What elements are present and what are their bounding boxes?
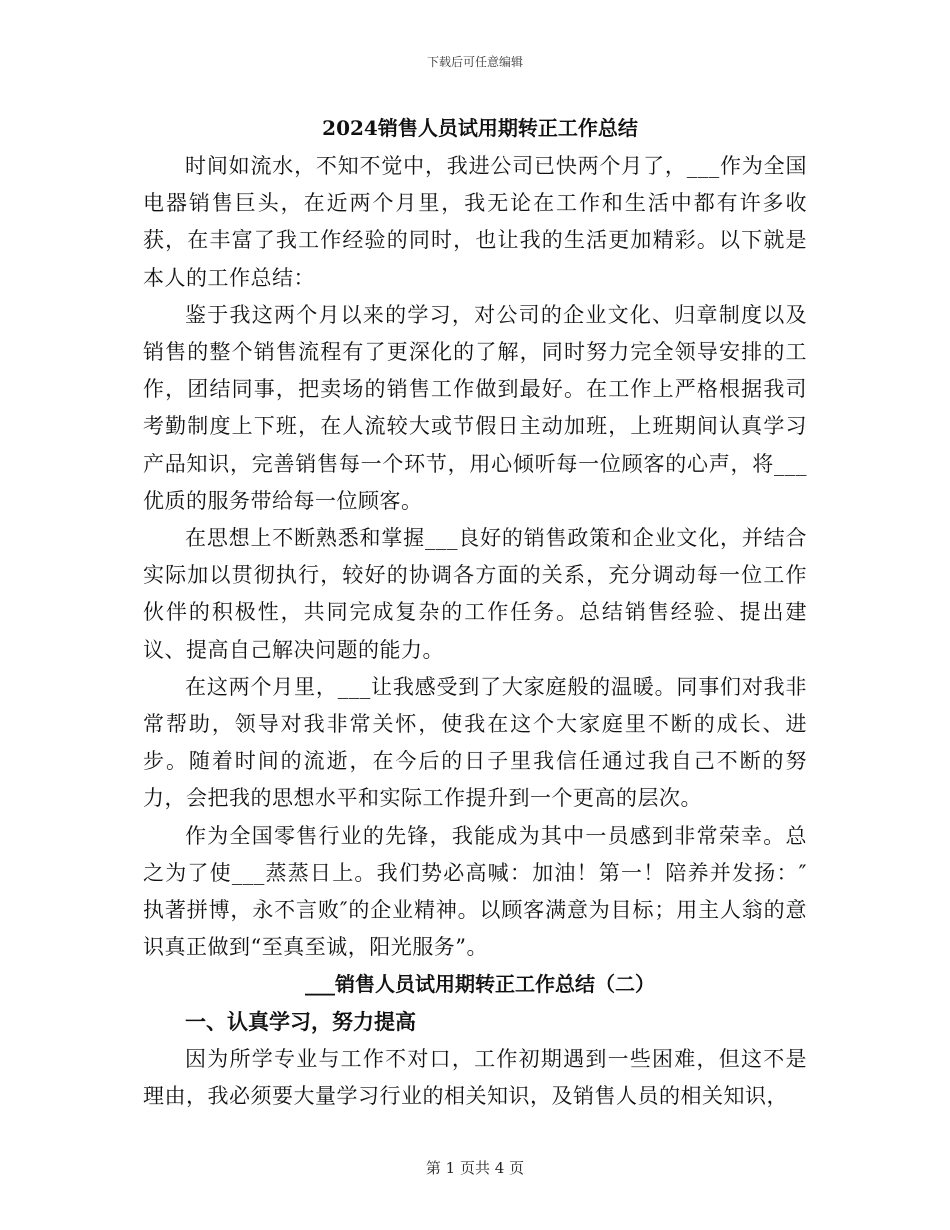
section-subtitle: ___销售人员试用期转正工作总结（二） xyxy=(305,972,655,997)
paragraph-3: 在思想上不断熟悉和掌握___良好的销售政策和企业文化，并结合实际加以贯彻执行，较好的协调各方面的关系，充分调动每一位工作伙伴的积极性，共同完成复杂的工作任务。总结销售经验、提出建议、提高自己解决问题的能力。 xyxy=(143,526,807,662)
page-header: 下载后可任意编辑 xyxy=(426,55,523,69)
paragraph-2: 鉴于我这两个月以来的学习，对公司的企业文化、归章制度以及销售的整个销售流程有了更深化的了解，同时努力完全领导安排的工作，团结同事，把卖场的销售工作做到最好。在工作上严格根据我司考勤制度上下班，在人流较大或节假日主动加班，上班期间认真学习产品知识，完善销售每一个环节，用心倾听每一位顾客的心声，将___优质的服务带给每一位顾客。 xyxy=(143,302,807,513)
paragraph-1: 时间如流水，不知不觉中，我进公司已快两个月了，___作为全国电器销售巨头，在近两个月里，我无论在工作和生活中都有许多收获，在丰富了我工作经验的同时，也让我的生活更加精彩。以下就是本人的工作总结： xyxy=(143,154,807,290)
section-paragraph: 因为所学专业与工作不对口，工作初期遇到一些困难，但这不是理由，我必须要大量学习行业的相关知识，及销售人员的相关知识， xyxy=(143,1046,807,1108)
paragraph-4: 在这两个月里，___让我感受到了大家庭般的温暖。同事们对我非常帮助，领导对我非常关怀，使我在这个大家庭里不断的成长、进步。随着时间的流逝，在今后的日子里我信任通过我自己不断的努力，会把我的思想水平和实际工作提升到一个更高的层次。 xyxy=(143,674,807,811)
document-body xyxy=(143,112,807,1115)
document-title: 2024销售人员试用期转正工作总结 xyxy=(322,116,638,140)
page-footer: 第 1 页共 4 页 xyxy=(425,1159,525,1177)
paragraph-5: 作为全国零售行业的先锋，我能成为其中一员感到非常荣幸。总之为了使___蒸蒸日上。我们势必高喊：加油！第一！陪养并发扬：″执著拼博，永不言败″的企业精神。以顾客满意为目标；用主人翁的意识真正做到“至真至诚，阳光服务”。 xyxy=(143,823,807,960)
section-heading: 一、认真学习，努力提高 xyxy=(185,1009,416,1035)
